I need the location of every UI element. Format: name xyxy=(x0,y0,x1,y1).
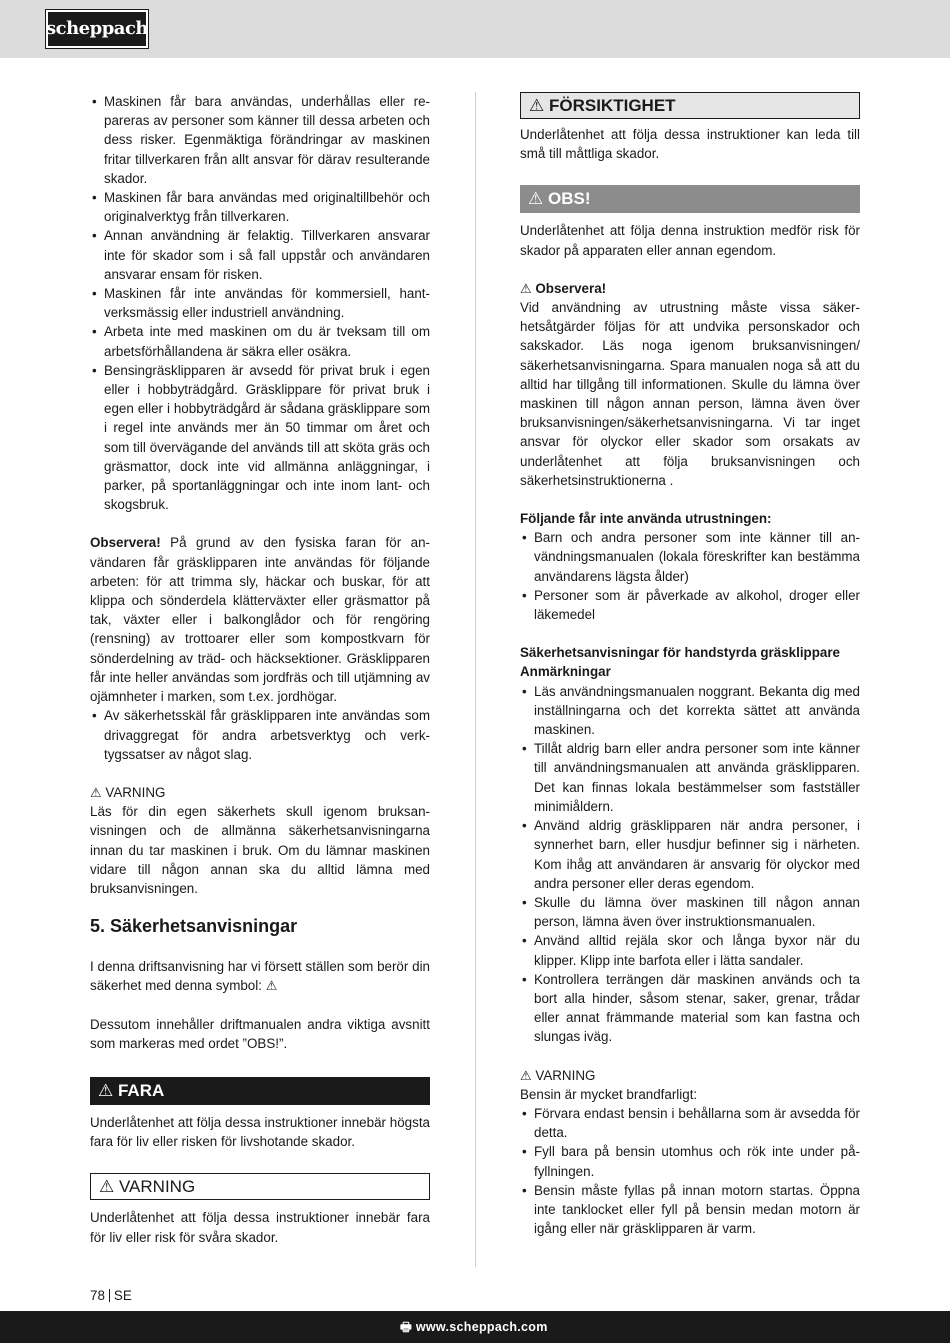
list-item: • Arbeta inte med maskinen om du är tveksam till om arbetsförhållandena är säkra eller osäkra. xyxy=(90,322,430,360)
list-item: • Tillåt aldrig barn eller andra personer som inte känner till användningsmanualen att använda gräsklipparen. Det kan finnas lokala bestämmelser som fastställer minimiåldern. xyxy=(520,739,860,816)
page-footer xyxy=(0,1311,950,1343)
list-item: • Använd aldrig gräsklipparen när andra personer, i synnerhet barn, eller husdjur befinner sig i närheten. Kom ihåg att användaren är ansvarig för olyckor med andra personer eller deras egendom. xyxy=(520,816,860,893)
warning-triangle-icon: ⚠ xyxy=(520,1067,532,1083)
fara-heading xyxy=(90,1077,430,1105)
remarks-heading: Anmärkningar xyxy=(520,664,611,680)
page-header xyxy=(0,0,950,58)
footer-url-text: www.scheppach.com xyxy=(415,1320,548,1334)
column-divider xyxy=(475,92,476,1267)
varning-heading xyxy=(90,783,430,802)
list-item: • Maskinen får bara användas med originaltillbehör och originalverktyg från tillverkaren. xyxy=(90,188,430,226)
forsiktighet-heading xyxy=(520,92,860,119)
obs-label: OBS! xyxy=(547,189,591,209)
warning-triangle-icon: ⚠ xyxy=(90,784,102,800)
list-item: • Kontrollera terrängen där maskinen används och ta bort alla hinder, såsom stenar, saker, grenar, trådar eller annat främmande material som kan fastna och slungas iväg. xyxy=(520,970,860,1047)
list-item: • Förvara endast bensin i behållarna som är avsedda för detta. xyxy=(520,1104,860,1142)
warning-triangle-icon: ⚠ xyxy=(528,189,544,209)
forsiktighet-text: Underlåtenhet att följa dessa instruktioner kan leda till små till måttliga skador. xyxy=(520,127,860,162)
fara-label: FARA xyxy=(117,1080,165,1100)
scheppach-logo: scheppach xyxy=(46,10,148,48)
observera-text: Vid användning av utrustning måste vissa säkerhetsåtgärder följas för att undvika personskador och sakskador. Läs noga igenom bruksanvisningen/ säkerhetsanvisningarna. Spara manualen noga så att du alltid har tillgång till informationen. Skulle du lämna över maskinen till någon annan person, lämna även över bruksanvisningen/säkerhetsanvisningarna. Vi tar inget ansvar för olyckor eller skador som orsakats av underlåtenhet att följa bruksanvisningen och säkerhetsinstruktionerna . xyxy=(520,300,860,488)
list-item: • Skulle du lämna över maskinen till någon annan person, lämna även över instruktionsmanualen. xyxy=(520,893,860,931)
varning-label: VARNING xyxy=(535,1067,596,1083)
varning-box-heading xyxy=(90,1173,430,1200)
forsiktighet-label: FÖRSIKTIGHET xyxy=(548,96,676,115)
fara-text: Underlåtenhet att följa dessa instruktioner innebär högsta fara för liv eller risken för livshotande skador. xyxy=(90,1114,430,1150)
warning-triangle-icon: ⚠ xyxy=(520,280,532,296)
list-item: • Av säkerhetsskäl får gräsklipparen inte användas som drivaggregat för andra arbetsverktyg och verktygssatser av något slag. xyxy=(90,706,430,764)
observera-paragraph xyxy=(90,533,430,706)
section-p1-text: I denna driftsanvisning har vi försett ställen som berör din säkerhet med denna symbol: xyxy=(90,959,430,994)
list-item: • Personer som är påverkade av alkohol, droger eller läkemedel xyxy=(520,586,860,624)
list-item: • Bensin måste fyllas på innan motorn startas. Öppna inte tanklocket eller fyll på bensin medan motorn är igång eller när gräsklipparen är varm. xyxy=(520,1181,860,1239)
varning-list xyxy=(520,1104,860,1238)
warning-triangle-icon: ⚠ xyxy=(265,978,278,994)
observera-heading xyxy=(520,279,860,298)
obs-text: Underlåtenhet att följa denna instruktion medför risk för skador på apparaten eller annan egendom. xyxy=(520,223,860,258)
varning-box-label: VARNING xyxy=(118,1177,196,1197)
list-item: • Barn och andra personer som inte känner till användningsmanualen (lokala föreskrifter kan bestämma användarens lägsta ålder) xyxy=(520,528,860,586)
varning-box-text: Underlåtenhet att följa dessa instruktioner innebär fara för liv eller risk för svåra skador. xyxy=(90,1210,430,1245)
list-item: • Maskinen får bara användas, underhållas eller repareras av personer som känner till dessa arbeten och dess risker. Egenmäktiga förändringar av maskinen fritar tillverkaren från allt ansvar för därav resulterande skador. xyxy=(90,92,430,188)
right-column xyxy=(520,92,860,1238)
list-item: • Maskinen får inte användas för kommersiell, hantverksmässig eller industriell användning. xyxy=(90,284,430,322)
observera-label: Observera! xyxy=(535,280,607,296)
observera-text: På grund av den fysiska faran för användaren får gräsklipparen inte användas för följande arbeten: för att trimma sly, häckar och buskar, för att klippa och sönderdela klätterväxter eller gräsmattor på tak, växter eller i balkonglådor och för rengöring (rensning) av trottoarer eller som kompostkvarn för sönderdelning av träd- och häcksektioner. Gräsklipparen får inte heller användas som jordfräs och till utjämning av ojämnheter i marken, som t.ex. jordhögar. xyxy=(90,535,430,705)
list-item: • Bensingräsklipparen är avsedd för privat bruk i egen eller i hobbyträdgård. Gräsklippare för privat bruk i egen eller i hobbyträdgård är sådana gräsklippare som i regel inte används mer än 50 timmar om året och som till övervägande del används till att sköta gräs och gräsmattor, dock inte vid allmänna anläggningar, i parker, på sportanläggningar och inte inom lant- och skogsbruk. xyxy=(90,361,430,515)
list-item: • Annan användning är felaktig. Tillverkaren ansvarar inte för skador som i så fall uppstår och användaren ansvarar ensam för risken. xyxy=(90,226,430,284)
language-code: SE xyxy=(113,1288,132,1303)
observera-bullet-list xyxy=(90,706,430,764)
remarks-list xyxy=(520,682,860,1047)
section-paragraph-1 xyxy=(90,957,430,995)
warning-triangle-icon: ⚠ xyxy=(529,96,545,115)
list-item: • Använd alltid rejäla skor och långa byxor när du klipper. Klipp inte barfota eller i lätta sandaler. xyxy=(520,931,860,969)
not-allowed-heading: Följande får inte använda utrustningen: xyxy=(520,511,772,527)
obs-heading xyxy=(520,185,860,213)
warning-triangle-icon: ⚠ xyxy=(98,1080,114,1100)
varning-intro: Bensin är mycket brandfarligt: xyxy=(520,1086,698,1102)
intro-bullet-list xyxy=(90,92,430,514)
section-title: 5. Säkerhetsanvisningar xyxy=(90,916,298,937)
page-number xyxy=(90,1286,132,1305)
observera-label: Observera! xyxy=(90,535,161,551)
left-column xyxy=(90,92,430,1247)
varning-label: VARNING xyxy=(105,784,166,800)
page-number-value: 78 xyxy=(90,1288,105,1303)
not-allowed-list xyxy=(520,528,860,624)
list-item: • Läs användningsmanualen noggrant. Bekanta dig med inställningarna och det korrekta sättet att använda maskinen. xyxy=(520,682,860,740)
varning-text: Läs för din egen säkerhets skull igenom bruksanvisningen och de allmänna säkerhetsanvisningarna innan du tar maskinen i bruk. Om du lämnar maskinen vidare till någon annan ska du alltid lämna med bruksanvisningen. xyxy=(90,804,430,896)
varning-heading xyxy=(520,1066,860,1085)
footer-url[interactable] xyxy=(400,1318,548,1337)
section-paragraph-2: Dessutom innehåller driftmanualen andra viktiga avsnitt som markeras med ordet ”OBS!”. xyxy=(90,1016,430,1051)
list-item: • Fyll bara på bensin utomhus och rök inte under påfyllningen. xyxy=(520,1142,860,1180)
printer-icon: 🖶 xyxy=(400,1320,413,1334)
handheld-heading: Säkerhetsanvisningar för handstyrda gräsklippare xyxy=(520,645,841,661)
warning-triangle-icon: ⚠ xyxy=(99,1177,115,1197)
